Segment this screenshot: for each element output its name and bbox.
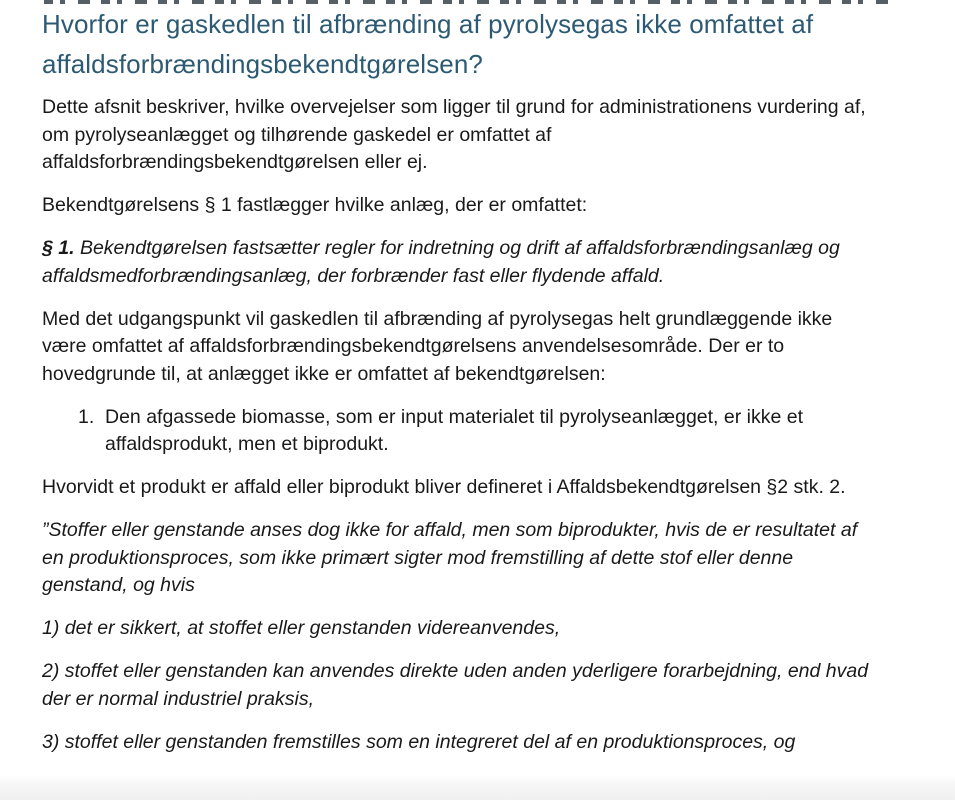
paragraph-section-lead: Bekendtgørelsens § 1 fastlægger hvilke anlæg, der er omfattet: — [42, 194, 588, 216]
list-item-number: 1. — [78, 405, 95, 428]
paragraph-definition-lead: Hvorvidt et produkt er affald eller biprodukt bliver defineret i Affaldsbekendtgørelsen §2 stk. 2. — [42, 476, 846, 498]
paragraph-intro: Dette afsnit beskriver, hvilke overvejelser som ligger til grund for administrationens vurdering af, om pyrolyseanlægget og tilhørende gaskedel er omfattet af affaldsforbrændingsbekendtgørelsen eller ej. — [42, 96, 866, 173]
byproduct-condition-3: 3) stoffet eller genstanden fremstilles som en integreret del af en produktionsproces, og — [42, 730, 796, 753]
page-edge — [0, 775, 955, 800]
statute-ref: § 1. — [42, 237, 75, 259]
document-page — [42, 4, 870, 772]
statute-quote — [42, 235, 870, 290]
statute-quote-text: Bekendtgørelsen fastsætter regler for indretning og drift af affaldsforbrændingsanlæg og affaldsmedforbrændingsanlæg, der forbrænder fast eller flydende affald. — [42, 237, 840, 287]
byproduct-condition-1: 1) det er sikkert, at stoffet eller genstanden videreanvendes, — [42, 617, 561, 639]
page-title: Hvorfor er gaskedlen til afbrænding af pyrolysegas ikke omfattet af affaldsforbrændingsbekendtgørelsen? — [42, 9, 814, 79]
byproduct-condition-2: 2) stoffet eller genstanden kan anvendes direkte uden anden yderligere forarbejdning, end hvad der er normal industriel praksis, — [42, 660, 869, 710]
byproduct-quote-intro: ”Stoffer eller genstande anses dog ikke for affald, men som biprodukter, hvis de er resultatet af en produktionsproces, som ikke primært sigter mod fremstilling af dette stof eller denne genstand, og hvis — [42, 519, 858, 596]
list-item-text: Den afgassede biomasse, som er input materialet til pyrolyseanlægget, er ikke et affaldsprodukt, men et biprodukt. — [105, 405, 804, 455]
list-item — [42, 404, 870, 459]
reasons-list — [42, 404, 870, 459]
paragraph-assessment: Med det udgangspunkt vil gaskedlen til afbrænding af pyrolysegas helt grundlæggende ikke være omfattet af affaldsforbrændingsbekendtgørelsens anvendelsesområde. Der er to hovedgrunde til, at anlægget ikke er omfattet af bekendtgørelsen: — [42, 307, 833, 385]
